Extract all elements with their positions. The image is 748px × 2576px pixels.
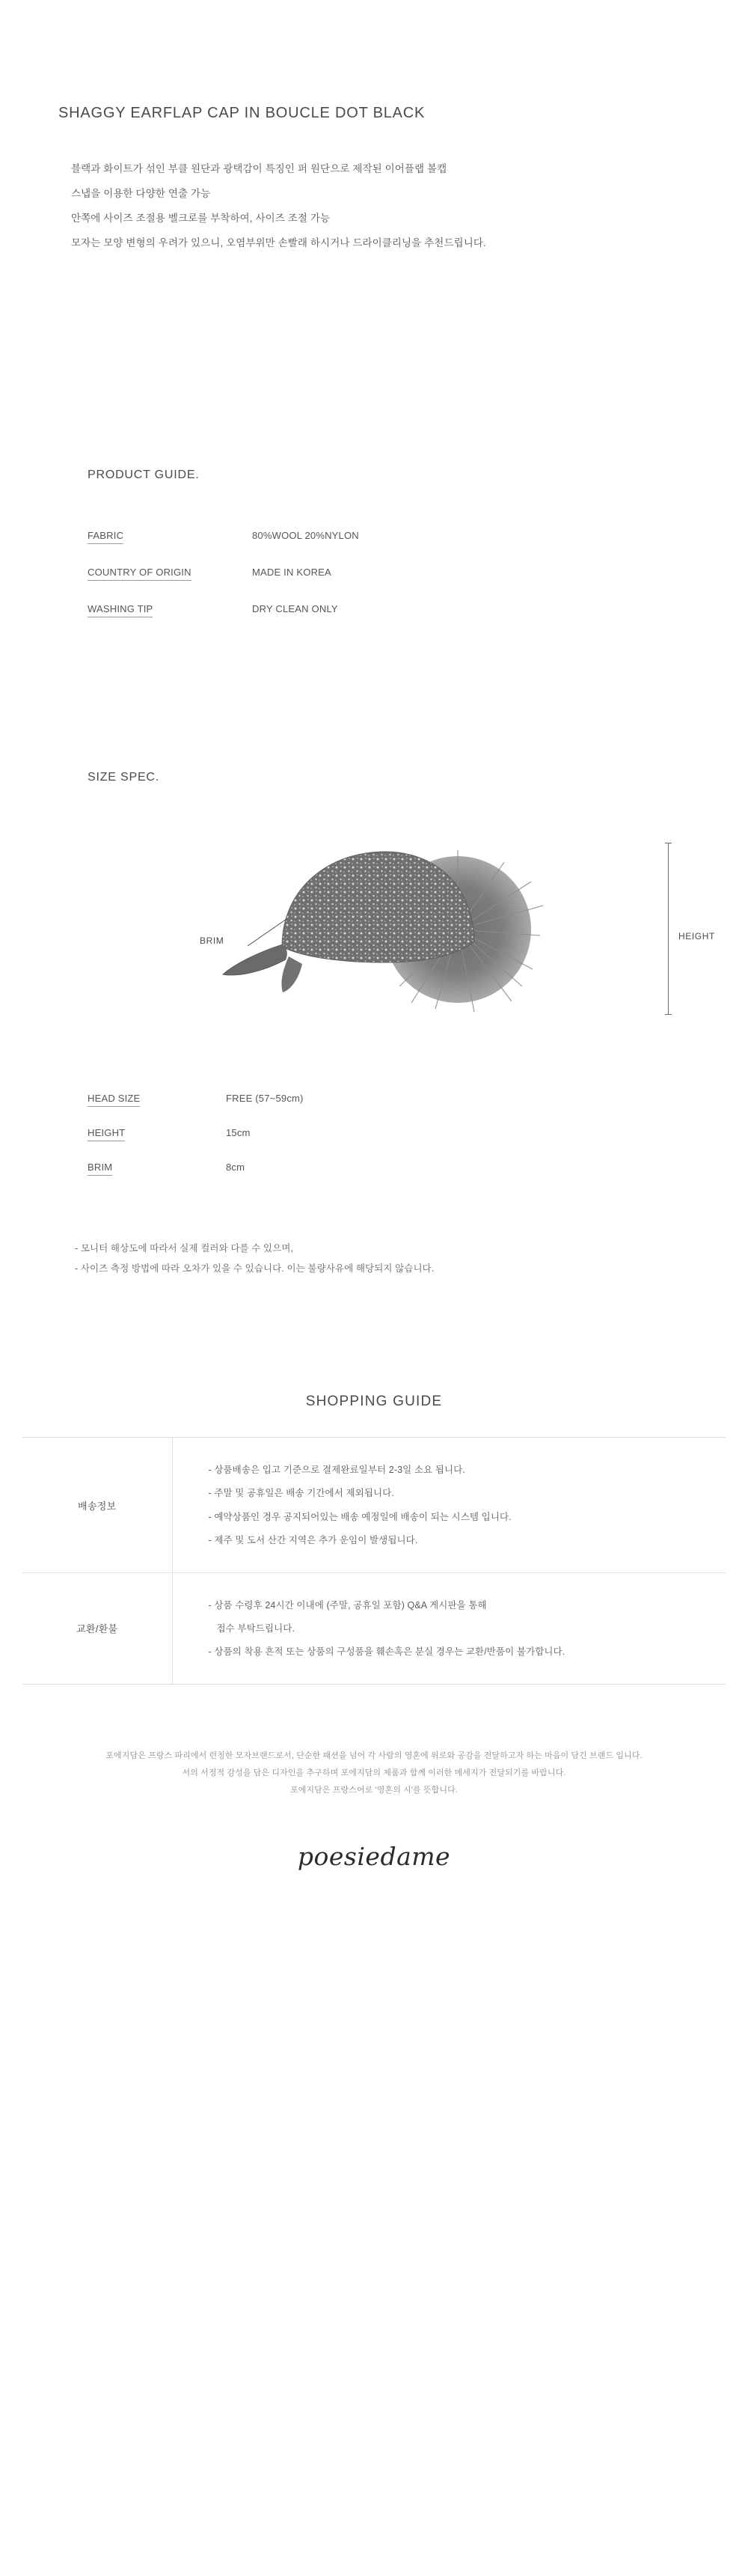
note-line: - 사이즈 측정 방법에 따라 오차가 있을 수 있습니다. 이는 불량사유에 해당되지 않습니다. xyxy=(75,1263,435,1275)
title-block xyxy=(0,0,748,255)
size-measure-section xyxy=(0,1054,748,1196)
brand-logo: poesiedame xyxy=(297,1842,451,1872)
table-row xyxy=(22,1438,726,1573)
shipping-info-label: 배송정보 xyxy=(22,1438,172,1573)
label-text: COUNTRY OF ORIGIN xyxy=(88,567,191,581)
product-guide-value: 80%WOOL 20%NYLON xyxy=(252,530,359,542)
shipping-info-body xyxy=(172,1438,726,1573)
size-spec-section xyxy=(0,640,748,1054)
product-guide-label xyxy=(88,567,252,603)
guide-line: - 주말 및 공휴일은 배송 기간에서 제외됩니다. xyxy=(208,1488,394,1499)
size-value: 8cm xyxy=(226,1162,245,1173)
product-guide-section xyxy=(0,255,748,640)
guide-line: - 상품 수령후 24시간 이내에 (주말, 공휴일 포함) Q&A 게시판을 통해 xyxy=(208,1599,487,1611)
product-guide-heading: PRODUCT GUIDE. xyxy=(88,468,200,482)
label-text: HEAD SIZE xyxy=(88,1093,140,1107)
size-value: FREE (57~59cm) xyxy=(226,1093,304,1105)
product-guide-value: DRY CLEAN ONLY xyxy=(252,603,338,615)
hat-diagram xyxy=(80,807,723,1054)
footer-line: 포에지담은 프랑스 파리에서 런칭한 모자브랜드로서, 단순한 패션을 넘어 각 사람의 영혼에 위로와 공감을 전달하고자 하는 마음이 담긴 브랜드 입니다. xyxy=(105,1751,643,1761)
guide-line: - 예약상품인 경우 공지되어있는 배송 예정일에 배송이 되는 시스템 입니다. xyxy=(208,1511,512,1522)
description-line: 모자는 모양 변형의 우려가 있으니, 오염부위만 손빨래 하시거나 드라이클리닝을 추천드립니다. xyxy=(71,237,486,249)
shopping-guide-table xyxy=(22,1437,726,1685)
label-text: HEIGHT xyxy=(88,1127,125,1141)
brim-label: BRIM xyxy=(200,936,224,947)
note-line: - 모니터 해상도에 따라서 실제 컬러와 다를 수 있으며, xyxy=(75,1243,294,1254)
height-measure-bar xyxy=(668,843,669,1015)
product-guide-label xyxy=(88,603,252,640)
guide-line xyxy=(209,1622,726,1635)
description-line: 블랙과 화이트가 섞인 부클 원단과 광택감이 특징인 퍼 원단으로 제작된 이어플랩 볼캡 xyxy=(71,163,447,174)
description-line: 안쪽에 사이즈 조절용 벨크로를 부착하여, 사이즈 조절 가능 xyxy=(71,213,331,225)
table-row xyxy=(88,1093,304,1127)
brand-footer xyxy=(0,1685,748,1871)
footer-line: 포에지담은 프랑스어로 '영혼의 시'를 뜻합니다. xyxy=(290,1786,458,1795)
size-label xyxy=(88,1093,226,1127)
size-measure-table xyxy=(88,1093,304,1196)
exchange-refund-body xyxy=(172,1572,726,1684)
disclaimer-notes xyxy=(0,1196,748,1275)
product-guide-table xyxy=(88,530,359,640)
brim-leader-line xyxy=(246,918,288,947)
table-row xyxy=(88,1127,304,1162)
size-label xyxy=(88,1127,226,1162)
guide-line: - 제주 및 도서 산간 지역은 추가 운임이 발생됩니다. xyxy=(208,1534,418,1545)
table-row xyxy=(88,567,359,603)
label-text: FABRIC xyxy=(88,530,123,544)
footer-line: 서의 서정적 감성을 담은 디자인을 추구하며 포에지담의 제품과 함께 이러한 메세지가 전달되기를 바랍니다. xyxy=(182,1768,566,1778)
table-row xyxy=(88,1162,304,1196)
size-spec-heading: SIZE SPEC. xyxy=(88,771,160,784)
guide-line: - 상품의 착용 흔적 또는 상품의 구성품을 훼손혹은 분실 경우는 교환/반품이 불가합니다. xyxy=(208,1646,565,1657)
size-label xyxy=(88,1162,226,1196)
guide-line: - 상품배송은 입고 기준으로 결제완료일부터 2-3일 소요 됩니다. xyxy=(208,1465,465,1476)
product-description-list xyxy=(58,156,748,255)
height-label: HEIGHT xyxy=(678,931,715,942)
table-row xyxy=(88,530,359,567)
label-text: BRIM xyxy=(88,1162,112,1176)
exchange-refund-label: 교환/환불 xyxy=(22,1572,172,1684)
shopping-guide-section xyxy=(0,1281,748,1685)
table-row xyxy=(22,1572,726,1684)
table-row xyxy=(88,603,359,640)
product-guide-label xyxy=(88,530,252,567)
size-value: 15cm xyxy=(226,1127,251,1139)
page-title: SHAGGY EARFLAP CAP IN BOUCLE DOT BLACK xyxy=(58,105,426,121)
description-line: 스냅을 이용한 다양한 연출 가능 xyxy=(71,188,211,200)
shopping-guide-heading: SHOPPING GUIDE xyxy=(305,1394,443,1410)
guide-line-indent: 접수 부탁드립니다. xyxy=(216,1623,295,1634)
product-guide-value: MADE IN KOREA xyxy=(252,567,331,579)
label-text: WASHING TIP xyxy=(88,603,153,617)
